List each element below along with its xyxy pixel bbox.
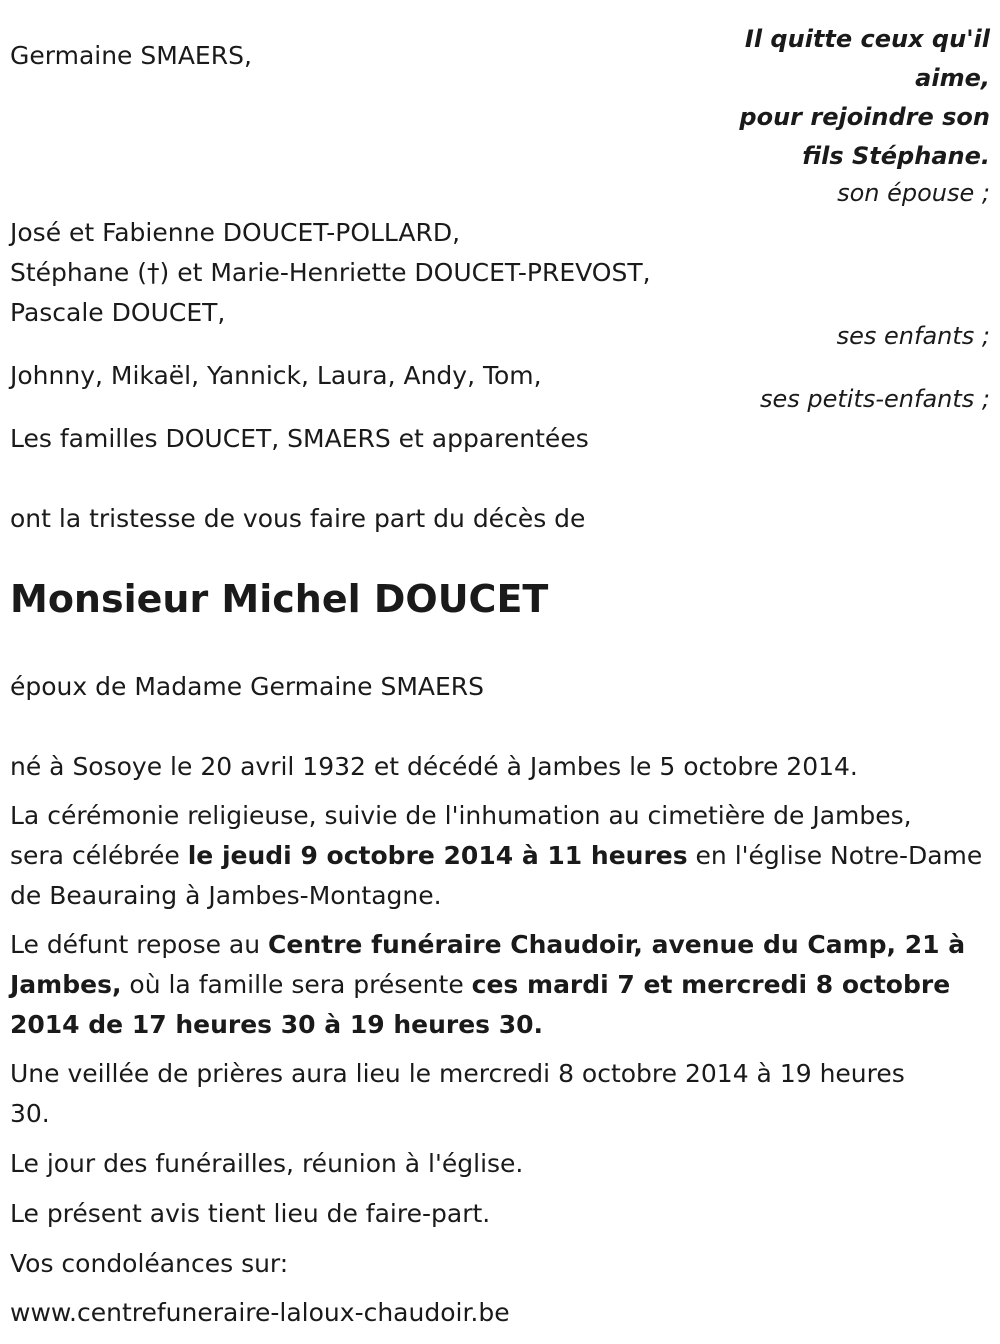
grandchildren-names: Johnny, Mikaël, Yannick, Laura, Andy, Tom,	[10, 361, 542, 390]
condolences-label: Vos condoléances sur:	[10, 1249, 289, 1278]
repose-location: Jambes,	[10, 970, 122, 999]
vigil-paragraph	[10, 1054, 990, 1134]
quote-line: aime,	[915, 64, 990, 92]
ceremony-paragraph	[10, 796, 990, 916]
repose-location: Centre funéraire Chaudoir, avenue du Camp, 21 à	[268, 930, 966, 959]
visiting-dates: ces mardi 7 et mercredi 8 octobre	[471, 970, 951, 999]
ceremony-line	[10, 836, 990, 876]
quote-line: Il quitte ceux qu'il	[744, 25, 990, 53]
vigil-line: 30.	[10, 1099, 50, 1128]
announcement-line: ont la tristesse de vous faire part du décès de	[10, 504, 586, 533]
quote-line: fils Stéphane.	[802, 142, 990, 170]
notice-line: Le présent avis tient lieu de faire-part.	[10, 1199, 491, 1228]
visiting-hours: 2014 de 17 heures 30 à 19 heures 30.	[10, 1010, 544, 1039]
repose-line	[10, 965, 990, 1005]
quote-line: pour rejoindre son	[739, 103, 990, 131]
vigil-line: Une veillée de prières aura lieu le mercredi 8 octobre 2014 à 19 heures	[10, 1059, 905, 1088]
ceremony-line: de Beauraing à Jambes-Montagne.	[10, 881, 442, 910]
spouse-name: Germaine SMAERS,	[10, 41, 252, 70]
families-line: Les familles DOUCET, SMAERS et apparentées	[10, 424, 589, 453]
repose-line	[10, 1005, 990, 1045]
memorial-quote	[690, 20, 990, 176]
website-link[interactable]: www.centrefuneraire-laloux-chaudoir.be	[10, 1298, 510, 1327]
ceremony-line: La cérémonie religieuse, suivie de l'inhumation au cimetière de Jambes,	[10, 801, 912, 830]
deceased-name: Monsieur Michel DOUCET	[10, 577, 549, 621]
child-line: Pascale DOUCET,	[10, 298, 226, 327]
children-role: ses enfants ;	[836, 322, 990, 350]
repose-text: Le défunt repose au	[10, 930, 269, 959]
meeting-line: Le jour des funérailles, réunion à l'église.	[10, 1149, 524, 1178]
spouse-role: son épouse ;	[837, 179, 990, 207]
ceremony-text: en l'église Notre-Dame	[687, 841, 983, 870]
ceremony-date: le jeudi 9 octobre 2014 à 11 heures	[187, 841, 688, 870]
repose-paragraph	[10, 925, 990, 1045]
child-line: José et Fabienne DOUCET-POLLARD,	[10, 218, 461, 247]
ceremony-text: sera célébrée	[10, 841, 188, 870]
child-line: Stéphane (†) et Marie-Henriette DOUCET-PREVOST,	[10, 258, 651, 287]
grandchildren-role: ses petits-enfants ;	[759, 385, 990, 413]
spouse-of-line: époux de Madame Germaine SMAERS	[10, 672, 485, 701]
birth-death-line: né à Sosoye le 20 avril 1932 et décédé à Jambes le 5 octobre 2014.	[10, 752, 858, 781]
repose-line	[10, 925, 990, 965]
repose-text: où la famille sera présente	[121, 970, 472, 999]
